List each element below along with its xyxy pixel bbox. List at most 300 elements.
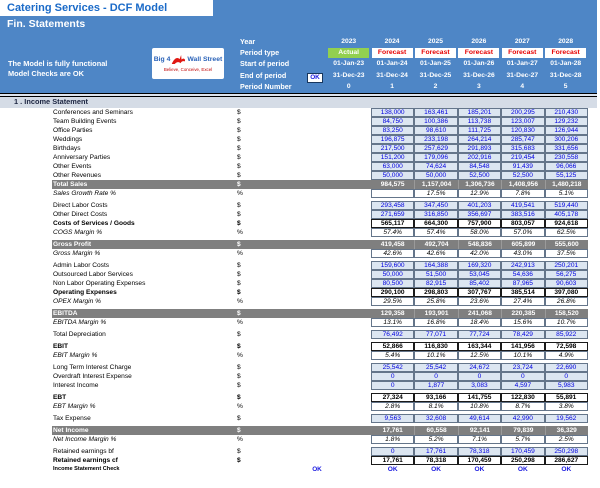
cell-overdraft-interest-expense-2025[interactable]: 0	[414, 372, 457, 381]
cell-net-income-2028[interactable]: 36,329	[545, 426, 588, 435]
unit-label: $	[237, 279, 241, 287]
header-cell-period-number-2026[interactable]: 3	[477, 82, 481, 90]
cell-income-statement-check-2028[interactable]: OK	[561, 465, 572, 473]
cell-ebitda-2025[interactable]: 193,901	[414, 309, 457, 318]
check-slot	[245, 330, 371, 339]
cell-other-events-2026[interactable]: 84,548	[458, 162, 501, 171]
logo-tagline: Believe, Conceive, Excel	[163, 67, 213, 72]
cell-tax-expense-2024[interactable]: 9,563	[371, 414, 414, 423]
cell-ebitda-margin-2026[interactable]: 18.4%	[458, 318, 501, 327]
cell-opex-margin-2025[interactable]: 25.8%	[414, 297, 457, 306]
cell-long-term-interest-charge-2026[interactable]: 24,672	[458, 363, 501, 372]
cell-overdraft-interest-expense-2026[interactable]: 0	[458, 372, 501, 381]
cell-ebitda-2027[interactable]: 220,385	[501, 309, 544, 318]
cell-gross-margin-2025[interactable]: 42.6%	[414, 249, 457, 258]
unit-label: $	[237, 393, 241, 401]
cell-conferences-and-seminars-2026[interactable]: 185,201	[458, 108, 501, 117]
cell-ebit-margin-2026[interactable]: 12.5%	[458, 351, 501, 360]
cell-anniversary-parties-2024[interactable]: 151,200	[371, 153, 414, 162]
period-header	[0, 36, 597, 92]
cell-ebt-2027[interactable]: 122,830	[501, 393, 544, 402]
cell-admin-labor-costs-2027[interactable]: 242,913	[501, 261, 544, 270]
cell-retained-earnings-cf-2025[interactable]: 78,318	[414, 456, 457, 465]
cell-non-labor-operating-expenses-2026[interactable]: 85,402	[458, 279, 501, 288]
cell-gross-margin-2024[interactable]: 42.6%	[371, 249, 414, 258]
cell-other-revenues-2026[interactable]: 52,500	[458, 171, 501, 180]
header-cell-period-type-2028[interactable]	[544, 48, 587, 58]
cell-total-sales-2024[interactable]: 984,575	[380, 180, 405, 188]
cell-direct-labor-costs-2027[interactable]: 419,541	[501, 201, 544, 210]
cell-net-income-margin-2024[interactable]: 1.8%	[371, 435, 414, 444]
cell-anniversary-parties-2028[interactable]: 230,558	[545, 153, 588, 162]
cell-office-parties-2027[interactable]: 120,830	[501, 126, 544, 135]
cell-interest-income-2028[interactable]: 5,983	[545, 381, 588, 390]
row-sales-growth-rate	[52, 189, 588, 198]
cell-weddings-2028[interactable]: 300,206	[545, 135, 588, 144]
cell-ebt-2025[interactable]: 93,166	[414, 393, 457, 402]
cell-opex-margin-2027[interactable]: 27.4%	[501, 297, 544, 306]
cell-ebit-margin-2028[interactable]: 4.9%	[545, 351, 588, 360]
cell-ebt-2026[interactable]: 141,755	[458, 393, 501, 402]
cell-cogs-margin-2028[interactable]: 62.5%	[545, 228, 588, 237]
cell-net-income-margin-2027[interactable]: 5.7%	[501, 435, 544, 444]
check-slot	[245, 180, 371, 189]
row-opex-margin	[52, 297, 588, 306]
cell-anniversary-parties-2026[interactable]: 202,916	[458, 153, 501, 162]
cell-income-statement-check-2024[interactable]: OK	[387, 465, 398, 473]
row-other-direct-costs	[52, 210, 588, 219]
header-cell-period-type-2023[interactable]	[327, 48, 370, 58]
cell-overdraft-interest-expense-2028[interactable]: 0	[545, 372, 588, 381]
period-type-chip: Forecast	[372, 48, 413, 58]
cell-gross-profit-2025[interactable]: 492,704	[414, 240, 457, 249]
unit-label: $	[237, 381, 241, 389]
cell-office-parties-2025[interactable]: 98,610	[414, 126, 457, 135]
header-cell-year-2025[interactable]: 2025	[428, 38, 443, 46]
header-cell-start-of-period-2023[interactable]: 01-Jan-23	[333, 60, 365, 68]
cell-ebt-margin-2027[interactable]: 8.7%	[501, 402, 544, 411]
cell-other-direct-costs-2024[interactable]: 271,659	[371, 210, 414, 219]
cell-net-income-margin-2026[interactable]: 7.1%	[458, 435, 501, 444]
unit-label: $	[237, 135, 241, 143]
section-title: 1 . Income Statement	[0, 97, 597, 108]
check-slot	[245, 279, 371, 288]
header-cell-period-number-2023[interactable]: 0	[346, 82, 351, 90]
header-row-period-number	[0, 81, 597, 92]
cell-other-direct-costs-2027[interactable]: 383,516	[501, 210, 544, 219]
header-cell-year-2027[interactable]: 2027	[514, 38, 530, 46]
cell-gross-profit-2027[interactable]: 605,899	[501, 240, 544, 249]
cell-admin-labor-costs-2026[interactable]: 169,320	[458, 261, 501, 270]
cell-team-building-events-2024[interactable]: 84,750	[371, 117, 414, 126]
cell-team-building-events-2028[interactable]: 129,232	[545, 117, 588, 126]
unit-label: $	[237, 219, 241, 227]
cell-ebitda-2028[interactable]: 158,520	[545, 309, 588, 318]
cell-opex-margin-2028[interactable]: 26.8%	[545, 297, 588, 306]
header-row-start-of-period	[0, 55, 597, 69]
row-other-revenues	[52, 171, 588, 180]
period-type-chip: Actual	[328, 48, 369, 58]
check-slot	[245, 153, 371, 162]
cell-ebit-2028[interactable]: 72,598	[545, 342, 588, 351]
row-label: EBITDA	[53, 309, 78, 317]
header-cell-period-number-2024[interactable]: 1	[390, 82, 394, 90]
row-label: EBT	[53, 393, 67, 401]
cell-net-income-margin-2025[interactable]: 5.2%	[414, 435, 457, 444]
cell-total-sales-2025[interactable]: 1,157,004	[414, 180, 457, 189]
cell-net-income-2024[interactable]: 17,761	[382, 426, 403, 434]
cell-birthdays-2026[interactable]: 291,893	[458, 144, 501, 153]
header-row-year	[0, 36, 597, 47]
cell-non-labor-operating-expenses-2027[interactable]: 87,965	[501, 279, 544, 288]
header-cell-start-of-period-2025[interactable]: 01-Jan-25	[420, 60, 451, 68]
cell-ebitda-2024[interactable]: 129,358	[380, 309, 405, 317]
cell-retained-earnings-bf-2027[interactable]: 170,459	[501, 447, 544, 456]
unit-label: $	[237, 309, 241, 317]
cell-income-statement-check-2026[interactable]: OK	[474, 465, 485, 473]
cell-gross-margin-2027[interactable]: 43.0%	[501, 249, 544, 258]
cell-other-events-2027[interactable]: 91,439	[501, 162, 544, 171]
cell-operating-expenses-2026[interactable]: 307,767	[458, 288, 501, 297]
model-check-ok-badge[interactable]: OK	[307, 73, 323, 83]
cell-retained-earnings-cf-2027[interactable]: 250,298	[501, 456, 544, 465]
cell-birthdays-2028[interactable]: 331,656	[545, 144, 588, 153]
period-type-chip: Forecast	[458, 48, 499, 58]
cell-total-sales-2028[interactable]: 1,480,218	[545, 180, 588, 189]
check-slot	[245, 210, 371, 219]
header-cell-period-type-2026[interactable]	[457, 48, 500, 58]
cell-direct-labor-costs-2024[interactable]: 293,458	[371, 201, 414, 210]
cell-interest-income-2027[interactable]: 4,597	[501, 381, 544, 390]
header-cell-year-2024[interactable]: 2024	[384, 38, 400, 46]
status-line-1: The Model is fully functional	[8, 59, 108, 68]
row-label: Retained earnings bf	[53, 447, 114, 455]
cell-direct-labor-costs-2026[interactable]: 401,203	[458, 201, 501, 210]
row-ebitda-margin	[52, 318, 588, 327]
unit-label: $	[237, 414, 241, 422]
cell-income-statement-check-2025[interactable]: OK	[431, 465, 442, 473]
header-cell-start-of-period-2028[interactable]: 01-Jan-28	[550, 60, 582, 68]
cell-gross-profit-2024[interactable]: 419,458	[380, 240, 405, 248]
cell-ebt-2028[interactable]: 55,891	[545, 393, 588, 402]
check-slot	[245, 426, 371, 435]
unit-label: $	[237, 342, 241, 350]
header-cell-end-of-period-2027[interactable]: 31-Dec-27	[506, 71, 539, 79]
cell-operating-expenses-2025[interactable]: 298,803	[414, 288, 457, 297]
period-type-chip: Forecast	[415, 48, 456, 58]
status-line-2: Model Checks are OK	[8, 69, 84, 78]
cell-retained-earnings-cf-2026[interactable]: 170,459	[458, 456, 501, 465]
cell-tax-expense-2025[interactable]: 32,608	[414, 414, 457, 423]
header-cell-start-of-period-2027[interactable]: 01-Jan-27	[506, 60, 538, 68]
row-label: Total Depreciation	[53, 330, 106, 338]
check-slot	[245, 270, 371, 279]
cell-long-term-interest-charge-2028[interactable]: 22,690	[545, 363, 588, 372]
cell-ebt-2024[interactable]: 27,324	[371, 393, 414, 402]
cell-opex-margin-2026[interactable]: 23.6%	[458, 297, 501, 306]
cell-outsourced-labor-services-2024[interactable]: 50,000	[371, 270, 414, 279]
cell-total-sales-2027[interactable]: 1,408,956	[501, 180, 544, 189]
row-label: Gross Margin %	[53, 249, 101, 257]
cell-outsourced-labor-services-2025[interactable]: 51,500	[414, 270, 457, 279]
header-cell-end-of-period-2023[interactable]: 31-Dec-23	[332, 71, 365, 79]
cell-other-revenues-2024[interactable]: 50,000	[371, 171, 414, 180]
cell-anniversary-parties-2025[interactable]: 179,096	[414, 153, 457, 162]
cell-retained-earnings-bf-2026[interactable]: 78,318	[458, 447, 501, 456]
cell-other-events-2024[interactable]: 63,000	[371, 162, 414, 171]
cell-operating-expenses-2028[interactable]: 397,080	[545, 288, 588, 297]
cell-sales-growth-rate-2027[interactable]: 7.8%	[501, 189, 544, 198]
row-label: Birthdays	[53, 144, 81, 152]
header-cell-start-of-period-2026[interactable]: 01-Jan-26	[463, 60, 495, 68]
cell-non-labor-operating-expenses-2024[interactable]: 80,500	[371, 279, 414, 288]
header-cell-period-number-2025[interactable]: 2	[433, 82, 438, 90]
cell-net-income-2026[interactable]: 92,141	[458, 426, 501, 435]
row-label: EBITDA Margin %	[53, 318, 107, 326]
row-overdraft-interest-expense	[52, 372, 588, 381]
cell-tax-expense-2026[interactable]: 49,614	[458, 414, 501, 423]
unit-label: $	[237, 240, 241, 248]
row-label: Direct Labor Costs	[53, 201, 108, 209]
cell-long-term-interest-charge-2027[interactable]: 23,724	[501, 363, 544, 372]
cell-ebit-2024[interactable]: 52,866	[371, 342, 414, 351]
cell-sales-growth-rate-2025[interactable]: 17.5%	[414, 189, 457, 198]
logo-text-right: Wall Street	[187, 55, 223, 63]
unit-label: $	[237, 180, 241, 188]
cell-admin-labor-costs-2028[interactable]: 250,201	[545, 261, 588, 270]
cell-sales-growth-rate-2026[interactable]: 12.9%	[458, 189, 501, 198]
cell-birthdays-2024[interactable]: 217,500	[371, 144, 414, 153]
cell-non-labor-operating-expenses-2025[interactable]: 82,915	[414, 279, 457, 288]
header-cell-end-of-period-2026[interactable]: 31-Dec-26	[463, 71, 495, 79]
unit-label: $	[237, 372, 241, 380]
cell-retained-earnings-bf-2025[interactable]: 17,761	[414, 447, 457, 456]
cell-cogs-margin-2025[interactable]: 57.4%	[414, 228, 457, 237]
cell-overdraft-interest-expense-2027[interactable]: 0	[501, 372, 544, 381]
cell-sales-growth-rate-2024[interactable]	[371, 189, 414, 198]
check-slot	[245, 435, 371, 444]
cell-team-building-events-2027[interactable]: 123,007	[501, 117, 544, 126]
cell-weddings-2026[interactable]: 264,214	[458, 135, 501, 144]
check-slot	[245, 261, 371, 270]
cell-ebitda-margin-2028[interactable]: 10.7%	[545, 318, 588, 327]
cell-overdraft-interest-expense-2024[interactable]: 0	[371, 372, 414, 381]
cell-anniversary-parties-2027[interactable]: 219,454	[501, 153, 544, 162]
header-cell-year-2023[interactable]: 2023	[341, 38, 357, 46]
cell-ebit-2026[interactable]: 163,344	[458, 342, 501, 351]
cell-admin-labor-costs-2025[interactable]: 164,388	[414, 261, 457, 270]
check-slot	[245, 342, 371, 351]
period-type-chip: Forecast	[502, 48, 543, 58]
cell-net-income-margin-2028[interactable]: 2.5%	[545, 435, 588, 444]
cell-long-term-interest-charge-2025[interactable]: 25,542	[414, 363, 457, 372]
cell-outsourced-labor-services-2026[interactable]: 53,045	[458, 270, 501, 279]
cell-interest-income-2025[interactable]: 1,877	[414, 381, 457, 390]
unit-label: $	[237, 117, 241, 125]
cell-income-statement-check-2027[interactable]: OK	[517, 465, 528, 473]
header-cell-year-2028[interactable]: 2028	[558, 38, 574, 46]
header-cell-end-of-period-2024[interactable]: 31-Dec-24	[376, 71, 408, 79]
cell-sales-growth-rate-2028[interactable]: 5.1%	[545, 189, 588, 198]
row-label: Admin Labor Costs	[53, 261, 110, 269]
cell-ebitda-margin-2024[interactable]: 13.1%	[371, 318, 414, 327]
check-slot	[245, 402, 371, 411]
cell-conferences-and-seminars-2025[interactable]: 163,461	[414, 108, 457, 117]
header-cell-end-of-period-2025[interactable]: 31-Dec-25	[419, 71, 452, 79]
cell-office-parties-2028[interactable]: 126,944	[545, 126, 588, 135]
cell-gross-margin-2028[interactable]: 37.5%	[545, 249, 588, 258]
row-label: Interest Income	[53, 381, 99, 389]
check-slot	[245, 201, 371, 210]
cell-ebit-2025[interactable]: 116,830	[414, 342, 457, 351]
cell-operating-expenses-2027[interactable]: 385,514	[501, 288, 544, 297]
cell-other-direct-costs-2026[interactable]: 356,697	[458, 210, 501, 219]
cell-ebitda-2026[interactable]: 241,068	[458, 309, 501, 318]
header-row-period-type	[0, 47, 597, 58]
header-cell-start-of-period-2024[interactable]: 01-Jan-24	[376, 60, 408, 68]
row-direct-labor-costs	[52, 201, 588, 210]
check-slot	[245, 144, 371, 153]
cell-ebit-2027[interactable]: 141,956	[501, 342, 544, 351]
overall-check-ok[interactable]: OK	[312, 465, 322, 473]
cell-other-events-2028[interactable]: 96,066	[545, 162, 588, 171]
header-cell-period-number-2027[interactable]: 4	[520, 82, 525, 90]
cell-ebt-margin-2025[interactable]: 8.1%	[414, 402, 457, 411]
cell-direct-labor-costs-2025[interactable]: 347,450	[414, 201, 457, 210]
cell-weddings-2025[interactable]: 233,198	[414, 135, 457, 144]
row-label: Overdraft Interest Expense	[53, 372, 132, 380]
cell-team-building-events-2026[interactable]: 113,738	[458, 117, 501, 126]
cell-costs-of-services-goods-2024[interactable]: 565,117	[371, 219, 414, 228]
cell-ebt-margin-2024[interactable]: 2.8%	[371, 402, 414, 411]
row-weddings	[52, 135, 588, 144]
cell-ebit-margin-2027[interactable]: 10.1%	[501, 351, 544, 360]
row-anniversary-parties	[52, 153, 588, 162]
cell-other-events-2025[interactable]: 74,624	[414, 162, 457, 171]
cell-non-labor-operating-expenses-2028[interactable]: 90,603	[545, 279, 588, 288]
cell-other-revenues-2028[interactable]: 55,125	[545, 171, 588, 180]
cell-tax-expense-2027[interactable]: 42,990	[501, 414, 544, 423]
row-label: EBT Margin %	[53, 402, 96, 410]
cell-ebitda-margin-2025[interactable]: 16.8%	[414, 318, 457, 327]
cell-other-revenues-2025[interactable]: 50,000	[414, 171, 457, 180]
row-office-parties	[52, 126, 588, 135]
row-label: Other Events	[53, 162, 92, 170]
cell-total-sales-2026[interactable]: 1,306,736	[458, 180, 501, 189]
cell-total-depreciation-2024[interactable]: 76,492	[371, 330, 414, 339]
row-birthdays	[52, 144, 588, 153]
cell-interest-income-2024[interactable]: 0	[371, 381, 414, 390]
cell-net-income-2025[interactable]: 60,558	[414, 426, 457, 435]
header-cell-period-number-2028[interactable]: 5	[563, 82, 568, 90]
cell-ebt-margin-2026[interactable]: 10.8%	[458, 402, 501, 411]
cell-total-depreciation-2026[interactable]: 77,724	[458, 330, 501, 339]
cell-costs-of-services-goods-2025[interactable]: 664,300	[414, 219, 457, 228]
header-cell-period-type-2025[interactable]	[414, 48, 457, 58]
cell-admin-labor-costs-2024[interactable]: 159,600	[371, 261, 414, 270]
cell-gross-profit-2028[interactable]: 555,600	[545, 240, 588, 249]
cell-weddings-2027[interactable]: 285,747	[501, 135, 544, 144]
row-retained-earnings-bf	[52, 447, 588, 456]
unit-label: %	[237, 435, 243, 443]
row-operating-expenses	[52, 288, 588, 297]
row-label: Weddings	[53, 135, 83, 143]
cell-cogs-margin-2027[interactable]: 57.0%	[501, 228, 544, 237]
cell-ebit-margin-2025[interactable]: 10.1%	[414, 351, 457, 360]
cell-net-income-2027[interactable]: 79,839	[501, 426, 544, 435]
cell-direct-labor-costs-2028[interactable]: 519,440	[545, 201, 588, 210]
cell-ebitda-margin-2027[interactable]: 15.6%	[501, 318, 544, 327]
cell-birthdays-2025[interactable]: 257,629	[414, 144, 457, 153]
row-label: EBIT Margin %	[53, 351, 98, 359]
cell-conferences-and-seminars-2027[interactable]: 200,295	[501, 108, 544, 117]
cell-tax-expense-2028[interactable]: 19,562	[545, 414, 588, 423]
cell-costs-of-services-goods-2026[interactable]: 757,900	[458, 219, 501, 228]
unit-label: $	[237, 210, 241, 218]
unit-label: $	[237, 456, 241, 464]
cell-outsourced-labor-services-2027[interactable]: 54,636	[501, 270, 544, 279]
cell-other-direct-costs-2025[interactable]: 316,850	[414, 210, 457, 219]
income-statement-table	[0, 108, 600, 474]
header-label: Period type	[240, 48, 280, 58]
header-cell-period-type-2027[interactable]	[501, 48, 544, 58]
cell-retained-earnings-cf-2024[interactable]: 17,761	[371, 456, 414, 465]
row-label: COGS Margin %	[53, 228, 103, 236]
cell-conferences-and-seminars-2028[interactable]: 210,430	[545, 108, 588, 117]
cell-office-parties-2026[interactable]: 111,725	[458, 126, 501, 135]
row-label: Retained earnings cf	[53, 456, 118, 464]
cell-team-building-events-2025[interactable]: 100,386	[414, 117, 457, 126]
cell-retained-earnings-bf-2028[interactable]: 250,298	[545, 447, 588, 456]
check-slot	[245, 297, 371, 306]
cell-gross-margin-2026[interactable]: 42.0%	[458, 249, 501, 258]
cell-total-depreciation-2025[interactable]: 77,071	[414, 330, 457, 339]
cell-ebt-margin-2028[interactable]: 3.8%	[545, 402, 588, 411]
cell-costs-of-services-goods-2028[interactable]: 924,618	[545, 219, 588, 228]
cell-total-depreciation-2028[interactable]: 85,922	[545, 330, 588, 339]
cell-conferences-and-seminars-2024[interactable]: 138,000	[371, 108, 414, 117]
header-cell-year-2026[interactable]: 2026	[471, 38, 487, 46]
cell-total-depreciation-2027[interactable]: 78,429	[501, 330, 544, 339]
unit-label: $	[237, 426, 241, 434]
row-net-income	[52, 426, 588, 435]
cell-retained-earnings-cf-2028[interactable]: 286,627	[545, 456, 588, 465]
row-label: Other Revenues	[53, 171, 102, 179]
header-cell-period-type-2024[interactable]	[370, 48, 413, 58]
cell-other-revenues-2027[interactable]: 52,500	[501, 171, 544, 180]
cell-ebit-margin-2024[interactable]: 5.4%	[371, 351, 414, 360]
cell-retained-earnings-bf-2024[interactable]: 0	[371, 447, 414, 456]
unit-label: %	[237, 228, 243, 236]
cell-cogs-margin-2024[interactable]: 57.4%	[371, 228, 414, 237]
cell-gross-profit-2026[interactable]: 548,836	[458, 240, 501, 249]
cell-weddings-2024[interactable]: 196,875	[371, 135, 414, 144]
cell-office-parties-2024[interactable]: 83,250	[371, 126, 414, 135]
cell-outsourced-labor-services-2028[interactable]: 56,275	[545, 270, 588, 279]
header-label: End of period	[240, 70, 287, 80]
cell-birthdays-2027[interactable]: 315,683	[501, 144, 544, 153]
header-cell-end-of-period-2028[interactable]: 31-Dec-28	[549, 71, 582, 79]
cell-costs-of-services-goods-2027[interactable]: 803,057	[501, 219, 544, 228]
cell-long-term-interest-charge-2024[interactable]: 25,542	[371, 363, 414, 372]
cell-operating-expenses-2024[interactable]: 290,100	[371, 288, 414, 297]
cell-opex-margin-2024[interactable]: 29.5%	[371, 297, 414, 306]
cell-interest-income-2026[interactable]: 3,083	[458, 381, 501, 390]
cell-cogs-margin-2026[interactable]: 58.0%	[458, 228, 501, 237]
cell-other-direct-costs-2028[interactable]: 405,178	[545, 210, 588, 219]
unit-label: $	[237, 144, 241, 152]
row-gross-margin	[52, 249, 588, 258]
